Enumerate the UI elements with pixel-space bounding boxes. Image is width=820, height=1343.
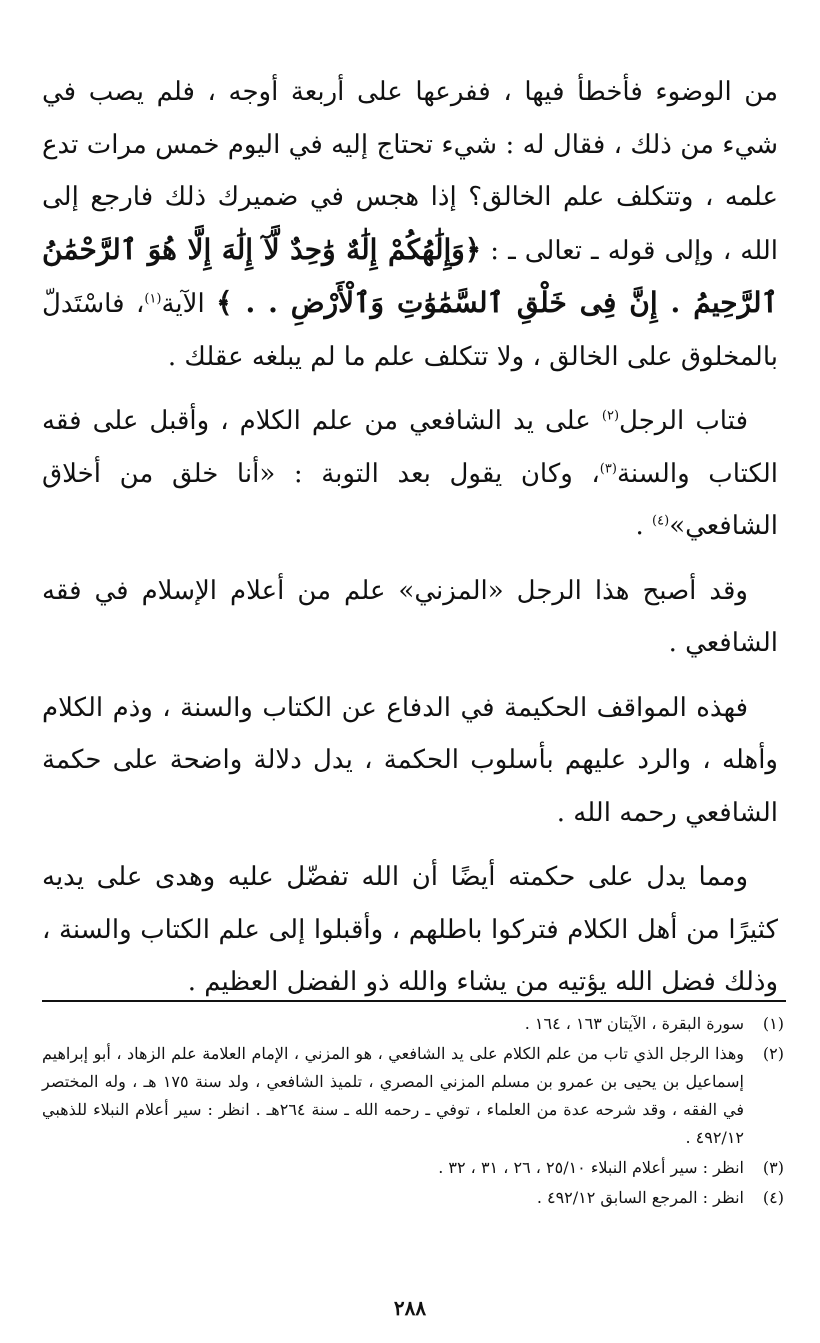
footnote-number: (٤) bbox=[762, 1188, 784, 1207]
paragraph-5: ومما يدل على حكمته أيضًا أن الله تفضّل عليه وهدى على يديه كثيرًا من أهل الكلام فتركوا باطلهم ، وأقبلوا إلى علم الكتاب والسنة ، وذلك فضل الله يؤتيه من يشاء والله ذو الفضل العظيم . bbox=[42, 862, 778, 997]
paragraph-2-text-a: فتاب الرجل bbox=[619, 406, 748, 436]
verse-label: الآية bbox=[161, 289, 205, 319]
footnote-text: وهذا الرجل الذي تاب من علم الكلام على يد الشافعي ، هو المزني ، الإمام العلامة علم الزهاد ، أبو إبراهيم إسماعيل بن يحيى بن عمرو بن مسلم المزني المصري ، تلميذ الشافعي ، ولد سنة ١٧٥ هـ ، وله المختصر في الفقه ، وقد شرحه عدة من العلماء ، توفي ـ رحمه الله ـ سنة ٢٦٤هـ . انظر : سير أعلام النبلاء للذهبي ٤٩٢/١٢ . bbox=[42, 1044, 745, 1147]
paragraph-4: فهذه المواقف الحكيمة في الدفاع عن الكتاب والسنة ، وذم الكلام وأهله ، والرد عليهم بأسلوب الحكمة ، يدل دلالة واضحة على حكمة الشافعي رحمه الله . bbox=[42, 692, 778, 828]
paragraph-2-text-d: . bbox=[635, 511, 644, 541]
footnote-number: (٢) bbox=[762, 1044, 784, 1063]
paragraph-1 bbox=[42, 66, 778, 383]
footnote-ref-4[interactable]: (٤) bbox=[652, 513, 670, 529]
footnote-number: (١) bbox=[762, 1014, 784, 1033]
paragraph-1-text-c: ، فاسْتَدلّ بالمخلوق على الخالق ، ولا تتكلف علم ما لم يبلغه عقلك . bbox=[42, 289, 778, 372]
quran-verse: ﴿وَإِلَٰهُكُمْ إِلَٰهٌ وَٰحِدٌ لَّآ إِلَٰهَ إِلَّا هُوَ ٱلرَّحْمَٰنُ ٱلرَّحِيمُ . إِنَّ فِى خَلْقِ ٱلسَّمَٰوَٰتِ وَٱلْأَرْضِ . . ﴾ bbox=[42, 232, 778, 319]
page-number: ٢٨٨ bbox=[393, 1296, 427, 1320]
footnote-number: (٣) bbox=[762, 1158, 784, 1177]
footnote-divider bbox=[42, 1000, 786, 1002]
footnote-ref-3[interactable]: (٣) bbox=[599, 460, 617, 476]
paragraph-2-text-c: ، وكان يقول بعد التوبة : «أنا خلق من أخلاق الشافعي» bbox=[42, 458, 778, 541]
footnote-ref-2[interactable]: (٢) bbox=[601, 408, 620, 424]
footnote-2 bbox=[42, 1040, 784, 1152]
paragraph-1-text-a: من الوضوء فأخطأ فيها ، ففرعها على أربعة أوجه ، فلم يصب في شيء من ذلك ، فقال له : شيء تحتاج إليه في اليوم خمس مرات تدع علمه ، وتتكلف علم الخالق؟ إذا هجس في ضميرك ذلك فارجع إلى الله ، وإلى قوله ـ تعالى ـ : bbox=[42, 77, 779, 266]
footnote-text: سورة البقرة ، الآيتان ١٦٣ ، ١٦٤ . bbox=[524, 1014, 744, 1033]
paragraph-3: وقد أصبح هذا الرجل «المزني» علم من أعلام الإسلام في فقه الشافعي . bbox=[42, 575, 778, 658]
footnote-text: انظر : سير أعلام النبلاء ٢٥/١٠ ، ٢٦ ، ٣١ ، ٣٢ . bbox=[438, 1158, 744, 1177]
footnote-3 bbox=[42, 1154, 784, 1182]
paragraph-2 bbox=[42, 395, 778, 553]
footnotes bbox=[42, 1010, 784, 1214]
footnote-ref-1[interactable]: (١) bbox=[144, 291, 162, 307]
footnote-1 bbox=[42, 1010, 784, 1038]
footnote-text: انظر : المرجع السابق ٤٩٢/١٢ . bbox=[536, 1188, 744, 1207]
main-text bbox=[42, 66, 778, 1021]
footnote-4 bbox=[42, 1184, 784, 1212]
paragraph-2-text-b: على يد الشافعي من علم الكلام ، وأقبل على فقه الكتاب والسنة bbox=[42, 406, 778, 489]
